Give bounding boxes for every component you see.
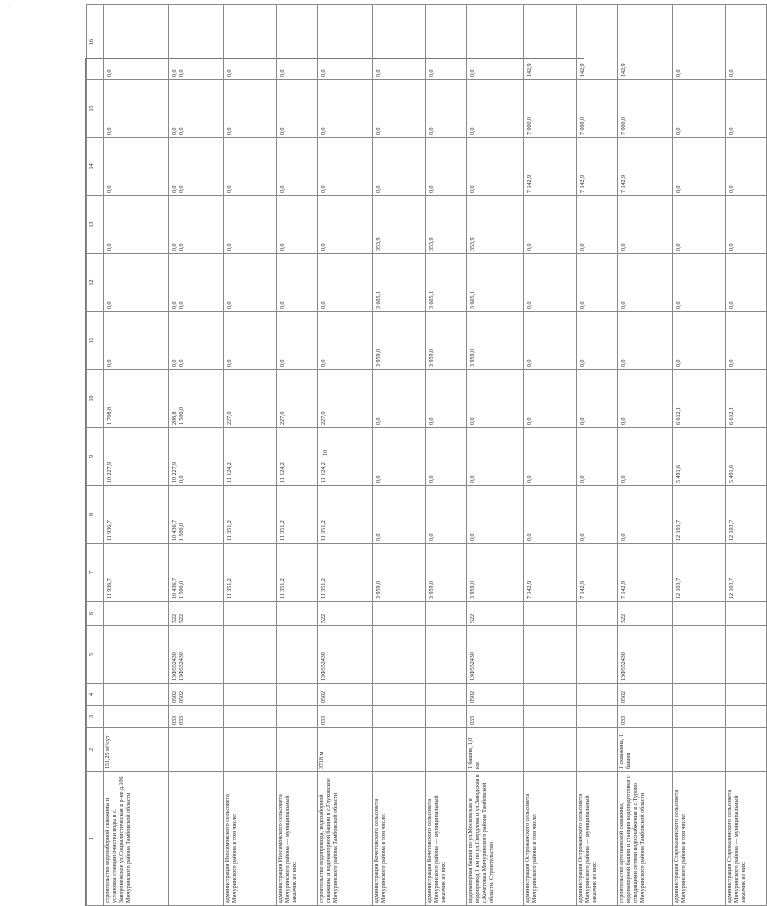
value-cell: 3 959,0 <box>426 544 467 602</box>
value-cell <box>224 706 277 728</box>
row-description-cell: администрация Кочетовского сельсовета Мичуринского района в том числе: <box>373 772 426 906</box>
value-cell: 0,0 <box>524 254 577 312</box>
value-cell <box>726 684 767 706</box>
value-cell: 0,0 0,0 <box>169 138 224 196</box>
value-cell <box>277 602 318 626</box>
value-cell: 0,0 <box>524 312 577 370</box>
value-cell <box>373 706 426 728</box>
value-cell: 7 142,9 <box>524 138 577 196</box>
value-cell: 0,0 <box>467 138 524 196</box>
value-cell: 0,0 <box>318 312 373 370</box>
table-row <box>577 5 618 906</box>
value-cell: 0,0 <box>104 80 169 138</box>
value-cell: 353,9 <box>426 196 467 254</box>
column-header: 9 <box>87 428 104 486</box>
value-cell: 11 351,2 <box>277 544 318 602</box>
value-cell: 0,0 <box>726 196 767 254</box>
value-cell: 0,0 <box>277 312 318 370</box>
value-cell: 12 103,7 <box>726 486 767 544</box>
value-cell: 0,0 <box>577 486 618 544</box>
value-cell: 11 936,7 <box>104 544 169 602</box>
value-cell: 3 959,0 <box>467 544 524 602</box>
value-cell: 0,0 <box>577 254 618 312</box>
value-cell: 0,0 <box>467 486 524 544</box>
value-cell: 6 612,1 <box>673 370 726 428</box>
value-cell <box>726 626 767 684</box>
value-cell <box>277 626 318 684</box>
value-cell: 0,0 <box>373 80 426 138</box>
value-cell: 0,0 <box>524 486 577 544</box>
column-header: 16 <box>87 5 104 80</box>
column-header: 13 <box>87 196 104 254</box>
value-cell: 0,0 <box>426 428 467 486</box>
value-cell: 0,0 <box>726 312 767 370</box>
value-cell: 0,0 <box>673 5 726 80</box>
row-description-cell <box>169 772 224 906</box>
value-cell: 0,0 0,0 <box>169 254 224 312</box>
value-cell: 10 227,9 0,0 <box>169 428 224 486</box>
value-cell: 0,0 <box>373 5 426 80</box>
value-cell <box>577 626 618 684</box>
column-header: 12 <box>87 254 104 312</box>
table-row <box>373 5 426 906</box>
value-cell: 522 522 <box>169 602 224 626</box>
rotated-table-container <box>86 39 747 906</box>
value-cell: 11 351,2 <box>318 486 373 544</box>
table-row <box>318 5 373 906</box>
value-cell: 13Ф552430 13Ф552430 <box>169 626 224 684</box>
value-cell <box>373 602 426 626</box>
value-cell: 10 436,7 1 500,0 <box>169 486 224 544</box>
value-cell <box>577 684 618 706</box>
value-cell <box>524 626 577 684</box>
value-cell: 142,9 <box>577 5 618 80</box>
value-cell: 11 124,2 <box>224 428 277 486</box>
value-cell: 0,0 <box>373 138 426 196</box>
value-cell <box>673 684 726 706</box>
value-cell: 0,0 <box>277 196 318 254</box>
value-cell: 0,0 <box>426 486 467 544</box>
value-cell: 0,0 <box>104 312 169 370</box>
value-cell: 7 142,9 <box>524 544 577 602</box>
column-header: 8 <box>87 486 104 544</box>
value-cell: 0,0 <box>467 370 524 428</box>
capacity-cell: 1 скважина, 1 башня <box>618 728 673 772</box>
value-cell: 11 351,2 <box>224 544 277 602</box>
table-row <box>224 5 277 906</box>
value-cell: 10 227,9 <box>104 428 169 486</box>
value-cell: 0,0 <box>277 80 318 138</box>
value-cell: 227,0 <box>224 370 277 428</box>
row-description-cell: строительство водопровода, водозаборной скважины и водонапорной башни в с.Глуховское Мичуринского района Тамбовской области <box>318 772 373 906</box>
value-cell: 0,0 <box>524 428 577 486</box>
value-cell: 13Ф552430 <box>318 626 373 684</box>
value-cell: 0,0 <box>618 370 673 428</box>
value-cell: 0,0 <box>426 138 467 196</box>
value-cell: 033 <box>318 706 373 728</box>
value-cell: 0,0 <box>224 196 277 254</box>
value-cell: 5 491,6 <box>673 428 726 486</box>
row-description-cell: администрация Изосимовского сельсовета Мичуринского района — муниципальный заказчик из них: <box>277 772 318 906</box>
value-cell: 12 103,7 <box>673 544 726 602</box>
capacity-cell <box>426 728 467 772</box>
column-header: 7 <box>87 544 104 602</box>
capacity-cell <box>169 728 224 772</box>
value-cell: 033 <box>467 706 524 728</box>
value-cell <box>524 706 577 728</box>
value-cell: 0,0 <box>673 80 726 138</box>
value-cell: 0,0 <box>524 370 577 428</box>
value-cell: 0,0 <box>104 254 169 312</box>
value-cell: 0,0 <box>726 80 767 138</box>
value-cell: 0,0 <box>426 80 467 138</box>
value-cell <box>224 626 277 684</box>
value-cell: 0,0 <box>618 254 673 312</box>
column-header: 4 <box>87 684 104 706</box>
value-cell <box>104 626 169 684</box>
value-cell: 3 959,0 <box>373 544 426 602</box>
column-header: 5 <box>87 626 104 684</box>
table-row <box>467 5 524 906</box>
capacity-cell <box>673 728 726 772</box>
row-description-cell: строительство водозаборной скважины и установка станции очистки воды в с. Заворонежское ул.Социалистическая в р-не д.106 Мичуринского района Тамбовской области <box>104 772 169 906</box>
capacity-cell <box>277 728 318 772</box>
table-frame <box>85 39 747 906</box>
column-header: 2 <box>87 728 104 772</box>
value-cell: 0,0 <box>277 254 318 312</box>
value-cell: 0502 <box>618 684 673 706</box>
value-cell: 0,0 <box>467 80 524 138</box>
value-cell: 12 103,7 <box>726 544 767 602</box>
value-cell: 353,9 <box>373 196 426 254</box>
value-cell: 7 000,0 <box>618 80 673 138</box>
value-cell: 11 351,2 <box>224 486 277 544</box>
row-description-cell: администрация Кочетовского сельсовета Мичуринского района — муниципальный заказчик из них: <box>426 772 467 906</box>
row-description-cell: администрация Острожанского сельсовета Мичуринского района в том числе: <box>524 772 577 906</box>
value-cell: 3 959,0 <box>373 312 426 370</box>
row-description-cell: водонапорная башня по ул.Московская и водопровод 1 км по ул.Свердлова и ул.Заводская в с.Кочетовка Мичуринского района Тамбовской области. Строительство <box>467 772 524 906</box>
value-cell: 7 142,9 <box>577 138 618 196</box>
value-cell: 0,0 <box>524 196 577 254</box>
value-cell <box>426 602 467 626</box>
value-cell: 0,0 <box>673 196 726 254</box>
value-cell <box>426 626 467 684</box>
value-cell <box>426 706 467 728</box>
value-cell: 0,0 <box>104 138 169 196</box>
value-cell: 0,0 <box>618 196 673 254</box>
value-cell: 033 <box>618 706 673 728</box>
value-cell: 0,0 <box>673 138 726 196</box>
value-cell: 0,0 0,0 <box>169 196 224 254</box>
value-cell: 1 708,8 <box>104 370 169 428</box>
value-cell: 0,0 <box>618 428 673 486</box>
value-cell <box>577 706 618 728</box>
value-cell: 7 000,0 <box>524 80 577 138</box>
table-row <box>426 5 467 906</box>
value-cell: 033 033 <box>169 706 224 728</box>
column-header: 10 <box>87 370 104 428</box>
value-cell: 0,0 <box>618 486 673 544</box>
value-cell: 3 605,1 <box>373 254 426 312</box>
table-row <box>726 5 767 906</box>
value-cell: 0,0 <box>277 5 318 80</box>
value-cell: 0,0 <box>577 428 618 486</box>
value-cell: 0,0 <box>224 5 277 80</box>
scan-mark: · <box>8 6 10 11</box>
value-cell: 0,0 <box>373 370 426 428</box>
value-cell: 0,0 <box>224 254 277 312</box>
value-cell: 3 959,0 <box>467 312 524 370</box>
value-cell: 0,0 <box>104 5 169 80</box>
value-cell: 0,0 <box>318 80 373 138</box>
value-cell: 0,0 <box>726 138 767 196</box>
value-cell: 0,0 <box>277 138 318 196</box>
value-cell: 142,9 <box>618 5 673 80</box>
value-cell: 522 <box>318 602 373 626</box>
value-cell: 522 <box>618 602 673 626</box>
value-cell: 0,0 <box>726 5 767 80</box>
row-description-cell: администрация Староказинского сельсовета Мичуринского района в том числе: <box>673 772 726 906</box>
value-cell: 0,0 <box>426 370 467 428</box>
value-cell: 0,0 <box>577 370 618 428</box>
value-cell: 0,0 <box>726 254 767 312</box>
value-cell <box>524 602 577 626</box>
value-cell: 0,0 <box>618 312 673 370</box>
capacity-cell: 3718 м <box>318 728 373 772</box>
value-cell: 208,8 1 500,0 <box>169 370 224 428</box>
value-cell: 11 351,2 <box>277 486 318 544</box>
capacity-cell: 1 башня, 1,0 км <box>467 728 524 772</box>
value-cell: 0,0 0,0 <box>169 80 224 138</box>
value-cell: 0,0 0,0 <box>169 5 224 80</box>
value-cell: 0,0 <box>318 196 373 254</box>
value-cell: 10 436,7 1 500,0 <box>169 544 224 602</box>
value-cell <box>726 602 767 626</box>
value-cell <box>104 684 169 706</box>
value-cell: 227,0 <box>277 370 318 428</box>
column-header: 15 <box>87 80 104 138</box>
value-cell: 3 605,1 <box>467 254 524 312</box>
value-cell: 7 142,9 <box>577 544 618 602</box>
value-cell: 522 <box>467 602 524 626</box>
row-description-cell: администрация Острожанского сельсовета Мичуринского района — муниципальный заказчик из них: <box>577 772 618 906</box>
value-cell: 0,0 <box>318 138 373 196</box>
value-cell: 0,0 <box>224 80 277 138</box>
value-cell: 0,0 0,0 <box>169 312 224 370</box>
value-cell: 7 142,9 <box>618 138 673 196</box>
table-row <box>277 5 318 906</box>
value-cell <box>673 602 726 626</box>
value-cell: 7 000,0 <box>577 80 618 138</box>
value-cell <box>726 706 767 728</box>
value-cell: 11 124,2 <box>318 428 373 486</box>
table-row <box>524 5 577 906</box>
capacity-cell <box>577 728 618 772</box>
capacity-cell <box>224 728 277 772</box>
table-row <box>673 5 726 906</box>
value-cell: 5 491,6 <box>726 428 767 486</box>
value-cell: 0,0 <box>673 312 726 370</box>
column-header: 14 <box>87 138 104 196</box>
value-cell: 0,0 <box>467 428 524 486</box>
value-cell <box>673 626 726 684</box>
value-cell: 3 959,0 <box>426 312 467 370</box>
capacity-cell <box>726 728 767 772</box>
value-cell: 3 605,1 <box>426 254 467 312</box>
value-cell <box>104 706 169 728</box>
table-row <box>618 5 673 906</box>
value-cell: 0,0 <box>104 196 169 254</box>
value-cell: 0,0 <box>577 312 618 370</box>
value-cell: 353,9 <box>467 196 524 254</box>
value-cell: 0,0 <box>318 254 373 312</box>
row-description-cell: администрация Староказинского сельсовета Мичуринского района — муниципальный заказчик из них: <box>726 772 767 906</box>
value-cell: 13Ф552430 <box>618 626 673 684</box>
value-cell <box>224 602 277 626</box>
value-cell: 0,0 <box>577 196 618 254</box>
value-cell <box>277 706 318 728</box>
value-cell: 11 936,7 <box>104 486 169 544</box>
value-cell: 0,0 <box>673 254 726 312</box>
value-cell <box>373 684 426 706</box>
value-cell: 11 351,2 <box>318 544 373 602</box>
value-cell: 6 612,1 <box>726 370 767 428</box>
column-header: 1 <box>87 772 104 906</box>
value-cell <box>426 684 467 706</box>
value-cell <box>373 626 426 684</box>
value-cell: 0502 0502 <box>169 684 224 706</box>
value-cell <box>524 684 577 706</box>
column-header: 6 <box>87 602 104 626</box>
value-cell: 0,0 <box>318 5 373 80</box>
value-cell: 0,0 <box>224 312 277 370</box>
page-number: 10 <box>323 450 329 456</box>
value-cell: 0,0 <box>373 428 426 486</box>
value-cell: 0502 <box>467 684 524 706</box>
value-cell: 142,9 <box>524 5 577 80</box>
table-row <box>169 5 224 906</box>
value-cell <box>104 602 169 626</box>
value-cell: 12 103,7 <box>673 486 726 544</box>
header-row <box>87 5 104 906</box>
column-header: 3 <box>87 706 104 728</box>
capacity-cell <box>373 728 426 772</box>
table-row <box>104 5 169 906</box>
value-cell <box>577 602 618 626</box>
value-cell: 7 142,9 <box>618 544 673 602</box>
value-cell: 227,0 <box>318 370 373 428</box>
value-cell: 0502 <box>318 684 373 706</box>
value-cell: 0,0 <box>373 486 426 544</box>
column-header: 11 <box>87 312 104 370</box>
value-cell <box>673 706 726 728</box>
value-cell: 0,0 <box>224 138 277 196</box>
value-cell: 0,0 <box>467 5 524 80</box>
budget-table <box>86 4 767 906</box>
row-description-cell: администрация Изосимовского сельсовета Мичуринского района в том числе: <box>224 772 277 906</box>
capacity-cell: 151,25 м³/сут <box>104 728 169 772</box>
value-cell: 0,0 <box>426 5 467 80</box>
value-cell <box>224 684 277 706</box>
value-cell: 11 124,2 <box>277 428 318 486</box>
value-cell: 13Ф552430 <box>467 626 524 684</box>
value-cell <box>277 684 318 706</box>
row-description-cell: строительство артезианской скважины, водонапорной башни и станции водоподготовки с отводящими сетями водоснабжения в с.Турово Мичуринского района Тамбовской области <box>618 772 673 906</box>
capacity-cell <box>524 728 577 772</box>
